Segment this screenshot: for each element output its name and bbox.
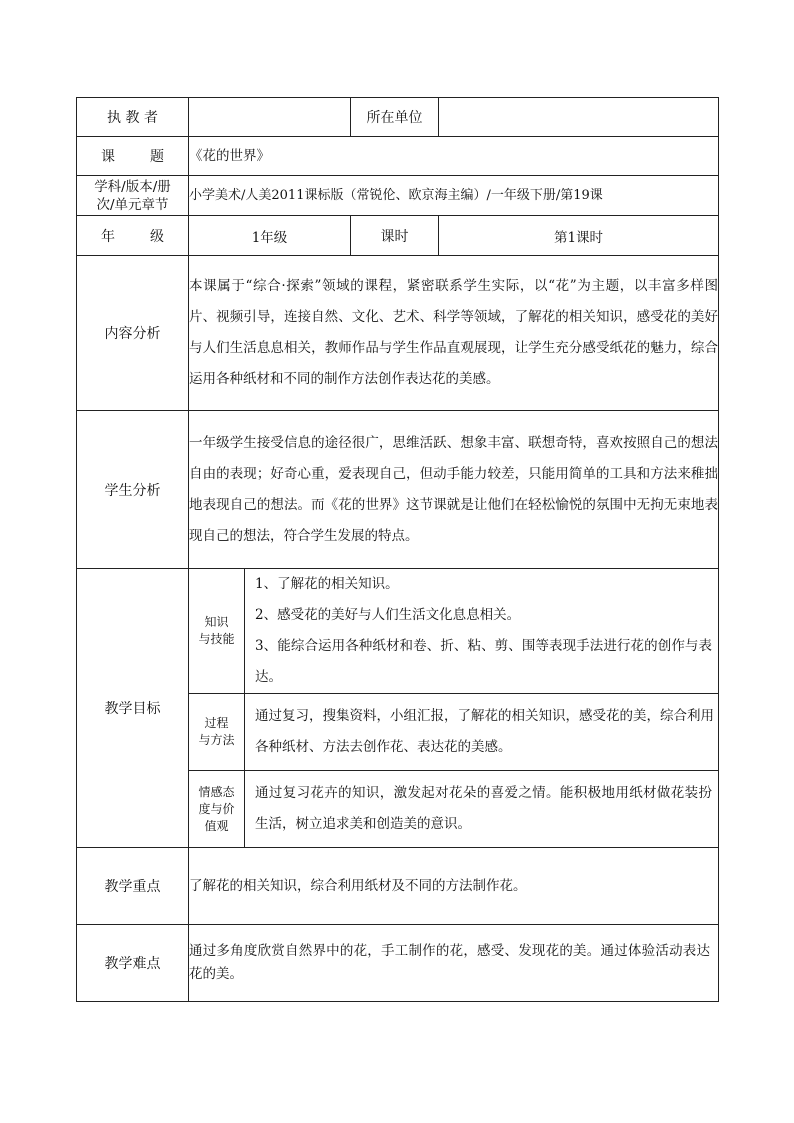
row-goal-knowledge <box>77 569 719 694</box>
row-difficulty <box>77 925 719 1002</box>
grade-label: 年 级 <box>77 216 189 256</box>
process-label: 过程 与方法 <box>189 694 245 771</box>
knowledge-label: 知识 与技能 <box>189 569 245 694</box>
process-text: 通过复习，搜集资料，小组汇报，了解花的相关知识，感受花的美，综合利用各种纸材、方法去创作花、表达花的美感。 <box>245 694 719 771</box>
knowledge-item: 1、了解花的相关知识。 <box>255 576 399 592</box>
row-grade <box>77 216 719 256</box>
subject-label: 学科/版本/册 次/单元章节 <box>77 176 189 216</box>
topic-label: 课 题 <box>77 137 189 176</box>
topic-value: 《花的世界》 <box>189 137 719 176</box>
goals-label: 教学目标 <box>77 569 189 848</box>
difficulty-label: 教学难点 <box>77 925 189 1002</box>
content-label: 内容分析 <box>77 256 189 411</box>
teacher-label: 执 教 者 <box>77 98 189 137</box>
teacher-value <box>189 98 351 137</box>
row-content <box>77 256 719 411</box>
subject-value: 小学美术/人美2011课标版（常锐伦、欧京海主编）/一年级下册/第19课 <box>189 176 719 216</box>
row-student <box>77 411 719 569</box>
key-text: 了解花的相关知识，综合利用纸材及不同的方法制作花。 <box>189 848 719 925</box>
knowledge-items <box>245 569 719 694</box>
unit-value <box>439 98 719 137</box>
lesson-plan-table <box>76 97 719 1002</box>
row-teacher <box>77 98 719 137</box>
unit-label: 所在单位 <box>351 98 439 137</box>
hours-value: 第1课时 <box>439 216 719 256</box>
knowledge-item: 2、感受花的美好与人们生活文化息息相关。 <box>255 607 521 623</box>
row-key <box>77 848 719 925</box>
content-text: 本课属于“综合·探索”领域的课程，紧密联系学生实际，以“花”为主题，以丰富多样图片、视频引导，连接自然、文化、艺术、科学等领域，了解花的相关知识，感受花的美好与人们生活息息相关，教师作品与学生作品直观展现，让学生充分感受纸花的魅力，综合运用各种纸材和不同的制作方法创作表达花的美感。 <box>189 256 719 411</box>
row-topic <box>77 137 719 176</box>
difficulty-text: 通过多角度欣赏自然界中的花，手工制作的花，感受、发现花的美。通过体验活动表达花的美。 <box>189 925 719 1002</box>
emotion-text: 通过复习花卉的知识，激发起对花朵的喜爱之情。能积极地用纸材做花装扮生活，树立追求美和创造美的意识。 <box>245 771 719 848</box>
key-label: 教学重点 <box>77 848 189 925</box>
grade-value: 1年级 <box>189 216 351 256</box>
hours-label: 课时 <box>351 216 439 256</box>
row-subject <box>77 176 719 216</box>
emotion-label: 情感态 度与价 值观 <box>189 771 245 848</box>
student-label: 学生分析 <box>77 411 189 569</box>
knowledge-item: 3、能综合运用各种纸材和卷、折、粘、剪、围等表现手法进行花的创作与表达。 <box>255 638 712 685</box>
student-text: 一年级学生接受信息的途径很广，思维活跃、想象丰富、联想奇特，喜欢按照自己的想法自由的表现；好奇心重，爱表现自己，但动手能力较差，只能用简单的工具和方法来稚拙地表现自己的想法。而《花的世界》这节课就是让他们在轻松愉悦的氛围中无拘无束地表现自己的想法，符合学生发展的特点。 <box>189 411 719 569</box>
